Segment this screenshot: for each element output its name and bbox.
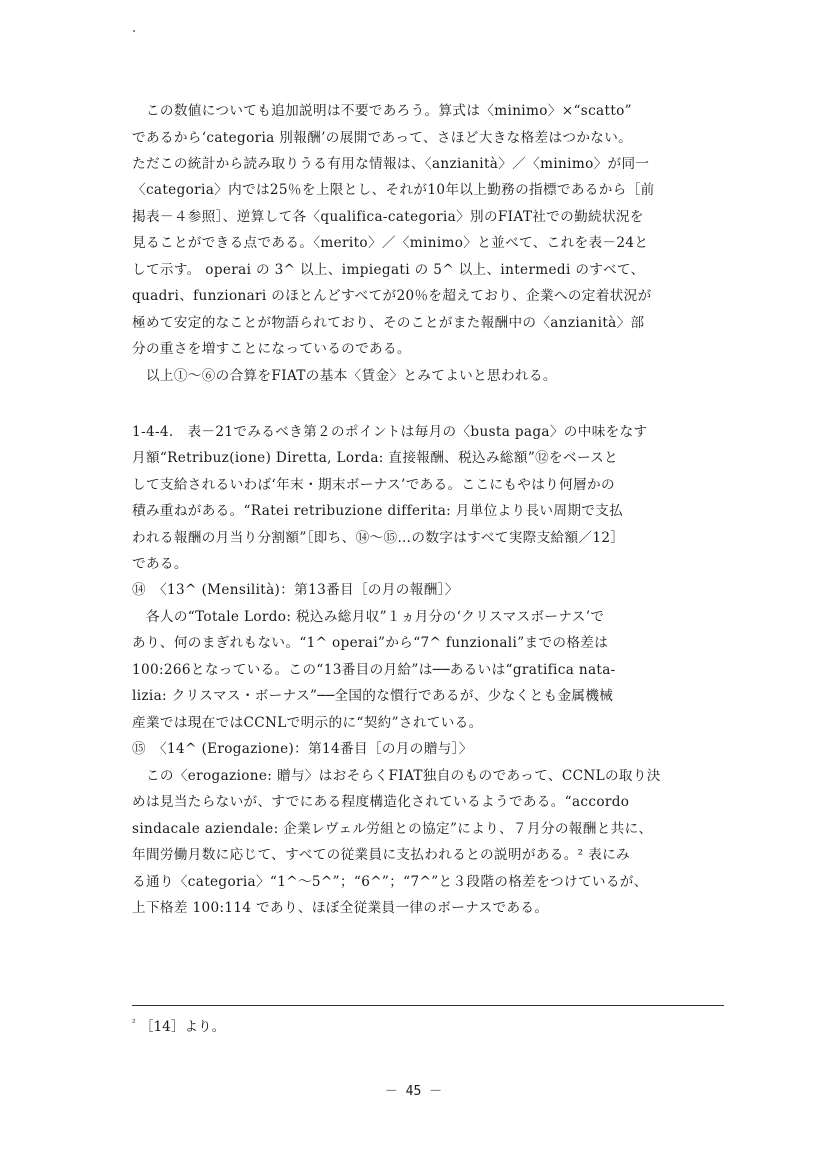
text-line: ただこの統計から読み取りうる有用な情報は、〈anzianità〉／〈minimo〉が同一 (132, 156, 650, 172)
text-line: あり、何のまぎれもない。“1^ operai”から“7^ funzionali”までの格差は (132, 635, 609, 651)
text-line: 年間労働月数に応じて、すべての従業員に支払われるとの説明がある。² 表にみ (132, 847, 630, 863)
text-line: 分の重さを増すことになっているのである。 (132, 341, 411, 357)
text-line: lizia: クリスマス・ボーナス”──全国的な慣行であるが、少なくとも金属機械 (132, 688, 614, 704)
text-line: 月額“Retribuz(ione) Diretta, Lorda: 直接報酬、税込み総額”⑫をベースと (132, 450, 619, 466)
footnote-rule (132, 1005, 724, 1006)
text-line: sindacale aziendale: 企業レヴェル労組との協定”により、７月分の報酬と共に、 (132, 821, 653, 837)
footnote (132, 1015, 225, 1035)
text-line: 掲表－４参照］、逆算して各〈qualifica-categoria〉別のFIAT社での勤続状況を (132, 209, 644, 225)
text-line: である。 (132, 556, 188, 572)
text-line: して支給されるいわば‘年末・期末ボーナス’である。ここにもやはり何層かの (132, 477, 615, 493)
page-number: － 45 － (384, 1084, 443, 1099)
text-line: 以上①～⑥の合算をFIATの基本〈賃金〉とみてよいと思われる。 (132, 368, 557, 384)
text-line: 100:266となっている。この“13番目の月給”は──あるいは“gratifica nata- (132, 662, 616, 678)
text-line: われる報酬の月当り分割額”［即ち、⑭～⑮…の数字はすべて実際支給額／12］ (132, 530, 625, 546)
item-heading: ⑭ 〈13^ (Mensilità)：第13番目［の月の報酬］〉 (132, 582, 459, 598)
text-line: 各人の“Totale Lordo: 税込み総月収”１ヵ月分の‘クリスマスボーナス’で (132, 609, 605, 625)
text-line: であるから‘categoria 別報酬’の展開であって、さほど大きな格差はつかない。 (132, 130, 633, 146)
text-line: る通り〈categoria〉“1^～5^”；“6^”；“7^”と３段階の格差をつけているが、 (132, 874, 648, 890)
text-line: 見ることができる点である。〈merito〉／〈minimo〉と並べて、これを表－24と (132, 235, 649, 251)
footnote-mark: ² (132, 1018, 136, 1029)
text-line: 上下格差 100:114 であり、ほぼ全従業員一律のボーナスである。 (132, 900, 549, 916)
section-heading: 1-4-4. 表－21でみるべき第２のポイントは毎月の〈busta paga〉の中味をなす (132, 424, 648, 440)
scan-speck (133, 30, 135, 32)
text-line: して示す。 operai の 3^ 以上、impiegati の 5^ 以上、intermedi のすべて、 (132, 262, 645, 278)
text-line: めは見当たらないが、すでにある程度構造化されているようである。“accordo (132, 794, 630, 810)
item-heading: ⑮ 〈14^ (Erogazione)：第14番目［の月の贈与］〉 (132, 741, 473, 757)
text-line: この〈erogazione: 贈与〉はおそらくFIAT独自のものであって、CCNLの取り決 (132, 768, 661, 784)
footnote-text: ［14］より。 (139, 1019, 226, 1035)
text-line: 〈categoria〉内では25％を上限とし、それが10年以上勤務の指標であるから［前 (132, 182, 655, 198)
text-line: 産業では現在ではCCNLで明示的に“契約”されている。 (132, 715, 483, 731)
text-line: 積み重ねがある。“Ratei retribuzione differita: 月単位より長い周期で支払 (132, 503, 624, 519)
text-line: 極めて安定的なことが物語られており、そのことがまた報酬中の〈anzianità〉部 (132, 315, 645, 331)
text-line: この数値についても追加説明は不要であろう。算式は〈minimo〉×“scatto” (132, 103, 632, 119)
text-line: quadri、funzionari のほとんどすべてが20％を超えており、企業への定着状況が (132, 288, 652, 304)
